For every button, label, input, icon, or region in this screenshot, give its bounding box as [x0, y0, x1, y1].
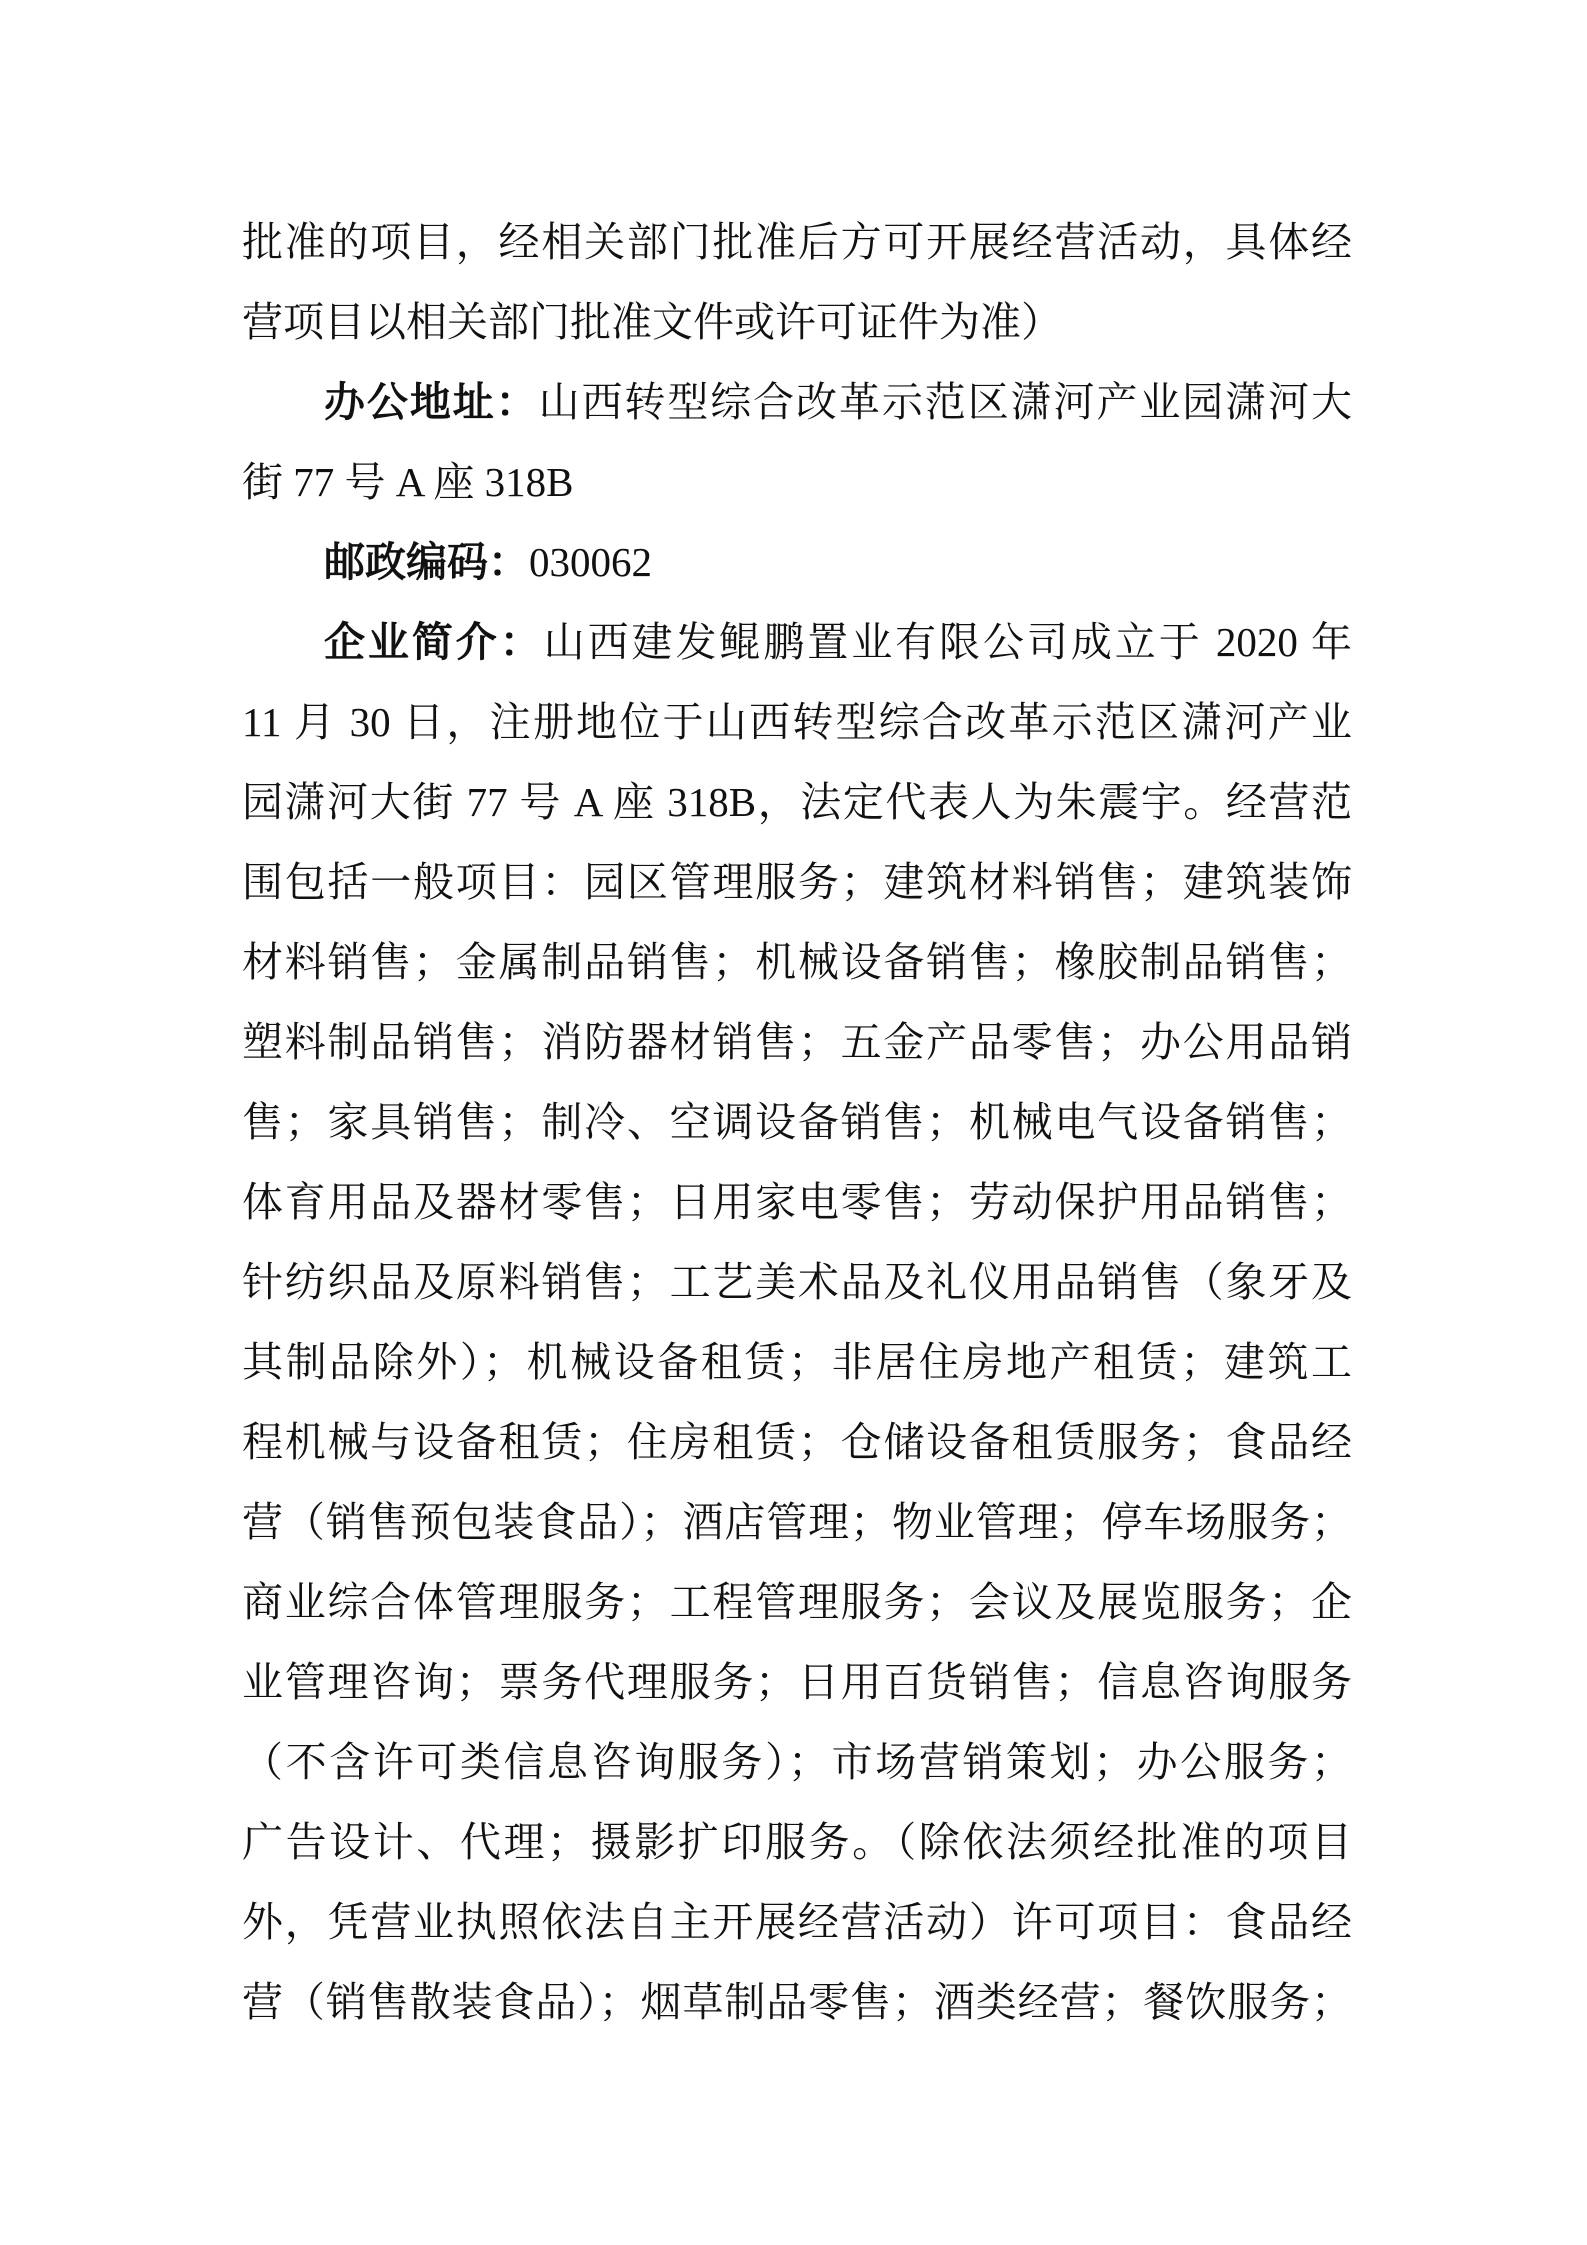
text-line [242, 762, 1352, 842]
text-run: 其制品除外）；机械设备租赁；非居住房地产租赁；建筑工 [242, 1339, 1352, 1385]
text-run: 外，凭营业执照依法自主开展经营活动）许可项目：食品经 [242, 1899, 1352, 1945]
text-run: 程机械与设备租赁；住房租赁；仓储设备租赁服务；食品经 [242, 1419, 1352, 1465]
text-line [242, 202, 1352, 282]
text-line [242, 282, 1352, 362]
text-line [242, 602, 1352, 682]
text-run: 体育用品及器材零售；日用家电零售；劳动保护用品销售； [242, 1179, 1352, 1225]
text-line [242, 1482, 1352, 1562]
field-label: 办公地址： [324, 379, 539, 425]
text-line [242, 362, 1352, 442]
text-run: 营（销售散装食品）；烟草制品零售；酒类经营；餐饮服务； [242, 1979, 1352, 2025]
text-line [242, 1322, 1352, 1402]
text-line [242, 1242, 1352, 1322]
text-line [242, 1002, 1352, 1082]
text-run: 批准的项目，经相关部门批准后方可开展经营活动，具体经 [242, 219, 1352, 265]
text-line [242, 1802, 1352, 1882]
text-run: 030062 [529, 539, 652, 585]
text-line [242, 1642, 1352, 1722]
text-run: 材料销售；金属制品销售；机械设备销售；橡胶制品销售； [242, 939, 1352, 985]
text-line [242, 442, 1352, 522]
text-run: 山西建发鲲鹏置业有限公司成立于 2020 年 [543, 619, 1353, 665]
text-run: 山西转型综合改革示范区潇河产业园潇河大 [538, 379, 1353, 425]
text-run: 园潇河大街 77 号 A 座 318B，法定代表人为朱震宇。经营范 [242, 779, 1352, 825]
text-run: 售；家具销售；制冷、空调设备销售；机械电气设备销售； [242, 1099, 1352, 1145]
text-run: （不含许可类信息咨询服务）；市场营销策划；办公服务； [242, 1739, 1352, 1785]
text-line [242, 1402, 1352, 1482]
text-run: 营（销售预包装食品）；酒店管理；物业管理；停车场服务； [242, 1499, 1352, 1545]
text-run: 围包括一般项目：园区管理服务；建筑材料销售；建筑装饰 [242, 859, 1352, 905]
text-run: 塑料制品销售；消防器材销售；五金产品零售；办公用品销 [242, 1019, 1352, 1065]
text-line [242, 922, 1352, 1002]
text-run: 街 77 号 A 座 318B [242, 459, 574, 505]
text-line [242, 1882, 1352, 1962]
text-line [242, 1722, 1352, 1802]
text-run: 广告设计、代理；摄影扩印服务。（除依法须经批准的项目 [242, 1819, 1352, 1865]
text-run: 营项目以相关部门批准文件或许可证件为准） [242, 299, 1062, 345]
text-run: 11 月 30 日，注册地位于山西转型综合改革示范区潇河产业 [242, 699, 1352, 745]
text-run: 针纺织品及原料销售；工艺美术品及礼仪用品销售（象牙及 [242, 1259, 1352, 1305]
document-body [242, 202, 1352, 2042]
text-line [242, 522, 1352, 602]
text-line [242, 842, 1352, 922]
text-line [242, 682, 1352, 762]
text-line [242, 1962, 1352, 2042]
field-label: 企业简介： [324, 619, 544, 665]
text-run: 商业综合体管理服务；工程管理服务；会议及展览服务；企 [242, 1579, 1352, 1625]
text-line [242, 1162, 1352, 1242]
text-line [242, 1562, 1352, 1642]
text-line [242, 1082, 1352, 1162]
field-label: 邮政编码： [324, 539, 529, 585]
text-run: 业管理咨询；票务代理服务；日用百货销售；信息咨询服务 [242, 1659, 1352, 1705]
